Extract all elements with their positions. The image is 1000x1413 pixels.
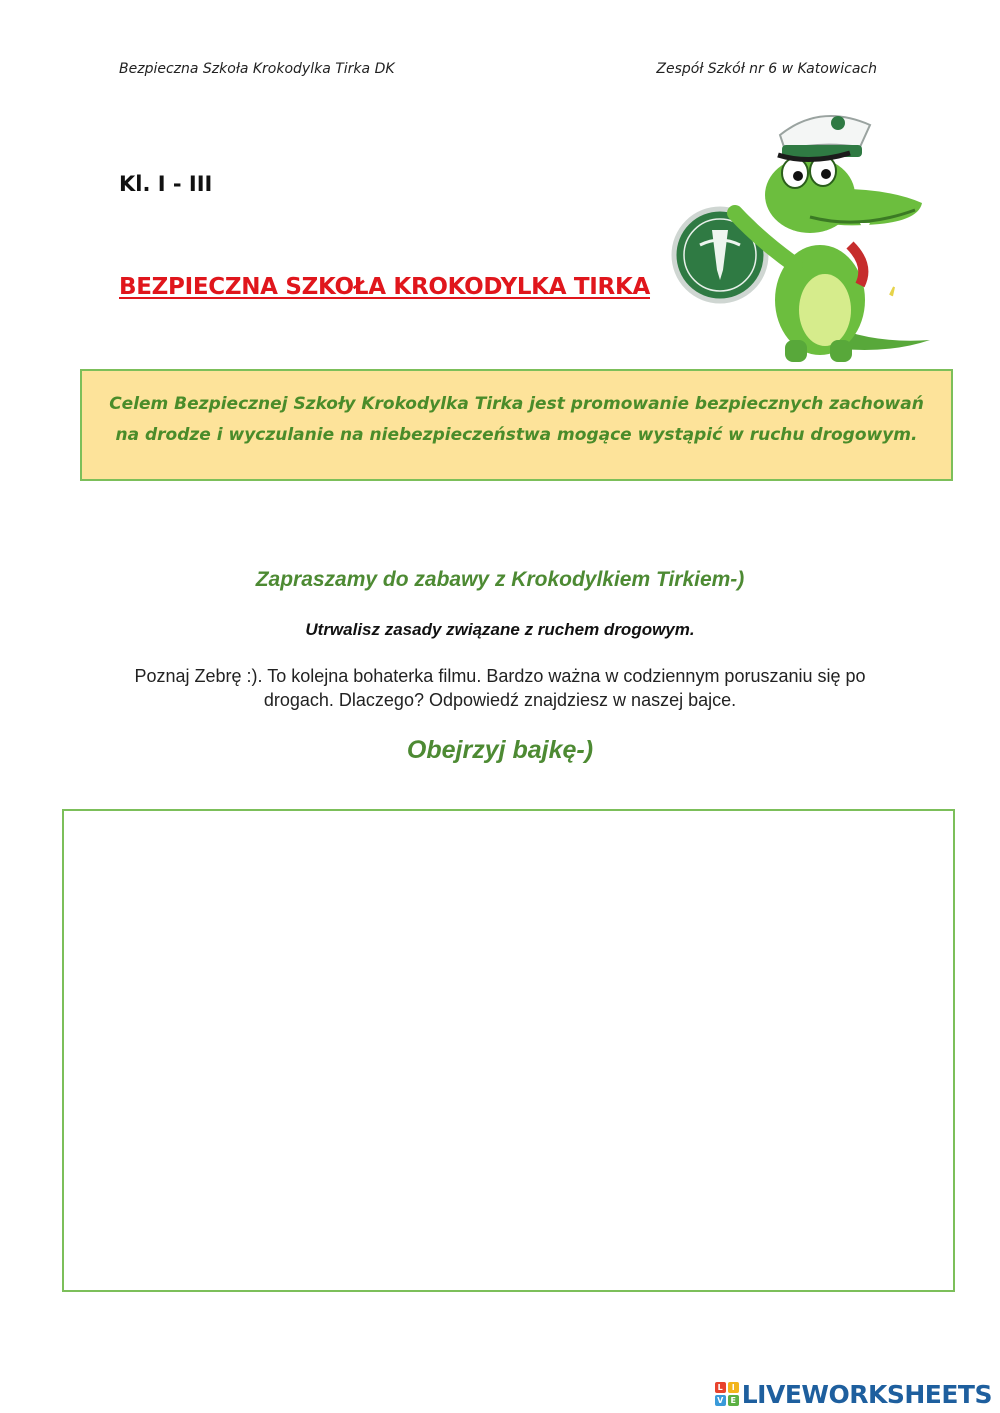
goal-box xyxy=(80,369,953,481)
video-frame[interactable] xyxy=(62,809,955,1292)
reinforce-text: Utrwalisz zasady związane z ruchem drogowym. xyxy=(305,620,695,639)
brand-mark-e: E xyxy=(728,1395,739,1406)
header-right: Zespół Szkół nr 6 w Katowicach xyxy=(656,61,877,77)
brand-mark-v: V xyxy=(715,1395,726,1406)
crocodile-inspector-icon xyxy=(660,95,950,370)
header-left: Bezpieczna Szkoła Krokodylka Tirka DK xyxy=(119,61,395,77)
page-title: BEZPIECZNA SZKOŁA KROKODYLKA TIRKA xyxy=(119,274,650,300)
zebra-paragraph: Poznaj Zebrę :). To kolejna bohaterka filmu. Bardzo ważna w codziennym poruszaniu się po drogach. Dlaczego? Odpowiedź znajdziesz w naszej bajce. xyxy=(134,666,866,710)
liveworksheets-logo xyxy=(715,1376,992,1412)
brand-mark-l: L xyxy=(715,1382,726,1393)
grade-label: Kl. I - III xyxy=(119,172,213,196)
invite-heading: Zapraszamy do zabawy z Krokodylkiem Tirkiem-) xyxy=(255,568,745,591)
brand-mark-i: I xyxy=(728,1382,739,1393)
watch-heading: Obejrzyj bajkę-) xyxy=(406,736,594,764)
brand-name: LIVEWORKSHEETS xyxy=(741,1379,992,1409)
brand-mark-icon xyxy=(715,1382,739,1406)
goal-text: Celem Bezpiecznej Szkoły Krokodylka Tirka jest promowanie bezpiecznych zachowań na drodze i wyczulanie na niebezpieczeństwa mogące wystąpić w ruchu drogowym. xyxy=(109,394,924,445)
